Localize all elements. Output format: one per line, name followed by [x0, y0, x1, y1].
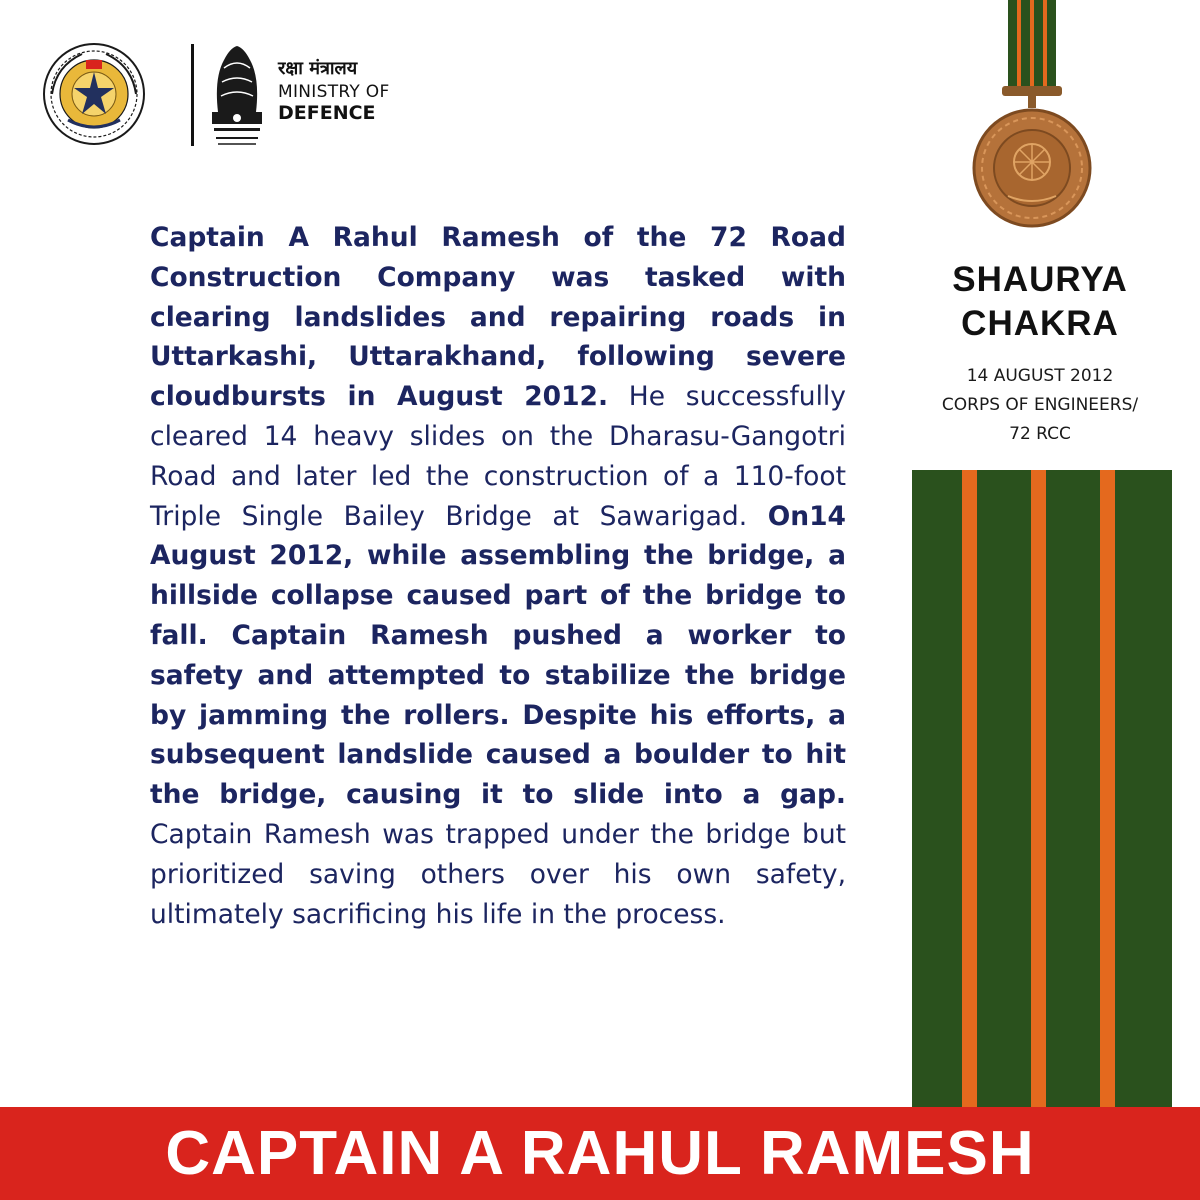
- ministry-name-hindi: रक्षा मंत्रालय: [278, 58, 358, 79]
- citation-regular-2: Captain Ramesh was trapped under the bridge but prioritized saving others over his own safety, ultimately sacrificing his life in the process.: [150, 818, 846, 930]
- header: [42, 38, 462, 148]
- citation-regular-1: He successfully cleared 14 heavy slides on the Dharasu-Gangotri Road and later led the construction of a 110-foot Triple Single Bailey Bridge at Sawarigad.: [150, 381, 846, 532]
- citation-text: [150, 218, 846, 934]
- award-unit-line2: 72 RCC: [1009, 424, 1071, 444]
- award-title: [910, 258, 1170, 346]
- logo-divider: [191, 44, 194, 146]
- national-emblem-icon: [208, 38, 266, 150]
- honoree-name: CAPTAIN A RAHUL RAMESH: [165, 1119, 1035, 1188]
- award-info: [905, 362, 1175, 449]
- award-title-line1: SHAURYA: [952, 260, 1128, 299]
- tri-services-emblem-icon: [42, 42, 146, 146]
- medal-ribbon: [912, 470, 1172, 1110]
- citation-bold-1: Captain A Rahul Ramesh of the 72 Road Construction Company was tasked with clearing landslides and repairing roads in Uttarkashi, Uttarakhand, following severe cloudbursts in August 2012.: [150, 222, 846, 413]
- ministry-name-line1: MINISTRY OF: [278, 82, 390, 102]
- award-date: 14 AUGUST 2012: [966, 366, 1114, 386]
- shaurya-chakra-medal-icon: [972, 0, 1092, 232]
- award-unit-line1: CORPS OF ENGINEERS/: [941, 395, 1139, 415]
- ministry-name-line2: DEFENCE: [278, 102, 376, 124]
- citation-bold-2: On14 August 2012, while assembling the bridge, a hillside collapse caused part of the bridge to fall. Captain Ramesh pushed a worker to safety and attempted to stabilize the bridge by jamming the rollers. Despite his efforts, a subsequent landslide caused a boulder to hit the bridge, causing it to slide into a gap.: [150, 500, 846, 811]
- award-title-line2: CHAKRA: [961, 304, 1119, 343]
- name-banner: [0, 1107, 1200, 1200]
